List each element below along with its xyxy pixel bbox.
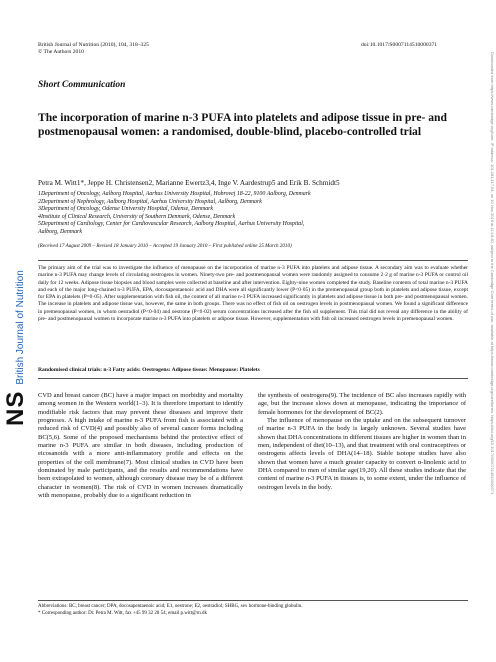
doi-link[interactable]: doi:10.1017/S0007114510000371 [361, 42, 438, 48]
publication-dates: (Received 17 August 2009 – Revised 18 January 2010 – Accepted 19 January 2010 – First published online 25 March 2010) [38, 243, 292, 249]
download-notice-strip [489, 52, 495, 642]
abbreviations-footnote: Abbreviations: BC, breast cancer; DPA, docosapentaenoic acid; E1, oestrone; E2, oestradiol; SHBG, sex hormone-binding globulin. [38, 604, 303, 609]
abstract: The primary aim of the trial was to investigate the influence of menopause on the incorporation of marine n-3 PUFA into platelets and adipose tissue. A secondary aim was to evaluate whether marine n-3 PUFA may change levels of circulating oestrogens in women. Ninety-two pre- and postmenopausal women were randomly assigned to consume 2·2 g of marine n-3 PUFA or control oil daily for 12 weeks. Adipose tissue biopsies and blood samples were collected at baseline and after intervention. Eighty-nine women completed the study. Baseline contents of total marine n-3 PUFA and each of the major long-chained n-3 PUFA, EPA, docosapentaenoic acid and DHA were all significantly lower (P<0·05) in the premenopausal group both in platelets and adipose tissue, except for EPA in platelets (P=0·05). After supplementation with fish oil, the content of all marine n-3 PUFA increased significantly in platelets and adipose tissue in both pre- and postmenopausal women. The increase in platelets and adipose tissue was, however, the same in both groups. There was no effect of fish oil on oestrogen levels in postmenopausal women. We found a significant difference in premenopausal women, in whom oestradiol (P<0·04) and oestrone (P<0·02) serum concentrations increased after the fish oil supplement. This trial did not reveal any difference in the ability of pre- and postmenopausal women to incorporate marine n-3 PUFA into platelets or adipose tissue. However, supplementation with fish oil increased oestrogen levels in premenopausal women. [38, 265, 468, 323]
affiliation-5: 5Department of Cardiology, Center for Cardiovascular Research, Aalborg Hospital, Aarhus University Hospital, [38, 221, 305, 228]
corresponding-author-footnote: * Corresponding author: Dr. Petra M. Witt, fax +45 99 32 28 54, email p.witt@rn.dk [38, 611, 208, 616]
body-paragraph: the synthesis of oestrogens(9). The incidence of BC also increases rapidly with age, but the increase slows down at menopause, indicating the importance of female hormones for the development of BC(2). [258, 392, 466, 416]
body-paragraph: CVD and breast cancer (BC) have a major impact on morbidity and mortality among women in the Western world(1–3). It is therefore important to identify modifiable risk factors that may prevent these diseases and improve their prognoses. A high intake of marine n-3 PUFA from fish is associated with a reduced risk of CVD(4) and possibly also of several cancer forms including BC(5,6). Some of the proposed mechanisms behind the protective effect of marine n-3 PUFA are similar in both diseases, including production of eicosanoids with a more anti-inflammatory profile and effects on the properties of the cell membrane(7). Most clinical studies in CVD have been dominated by male participants, and the results and recommendations have been extrapolated to women, although coronary disease may be of a different character in women(8). The risk of CVD in women increases dramatically with menopause, probably due to a significant reduction in [38, 392, 243, 500]
body-column-right [258, 392, 466, 492]
body-column-left [38, 392, 243, 500]
affiliation-4: 4Institute of Clinical Research, University of Southern Denmark, Odense, Denmark [38, 213, 236, 220]
author-list: Petra M. Witt1*, Jeppe H. Christensen2, Marianne Ewertz3,4, Inge V. Aardestrup5 and Erik B. Schmidt5 [38, 179, 340, 187]
divider-top [38, 260, 468, 261]
journal-citation: British Journal of Nutrition (2010), 104, 318–325 [38, 42, 149, 48]
download-notice-text: Downloaded from https://www.cambridge.org/core. IP address: 101.181.117.54, on 10 Nov 2019 at 11:16:40, subject to the Cambridge Core terms of use, available at https://www.cambridge.org/core/terms. https://doi.org/10.1017/S0007114510000371 [490, 52, 495, 495]
footnote-divider [38, 600, 468, 601]
affiliation-5-cont: Aalborg, Denmark [38, 228, 82, 235]
affiliation-2: 2Department of Nephrology, Aalborg Hospital, Aarhus University Hospital, Aalborg, Denmark [38, 198, 262, 205]
affiliation-3: 3Department of Oncology, Odense University Hospital, Odense, Denmark [38, 206, 214, 213]
affiliation-1: 1Department of Oncology, Aalborg Hospital, Aarhus University Hospital, Hobrovej 18-22, 9100 Aalborg, Denmark [38, 191, 311, 197]
keywords: Randomised clinical trials: n-3 Fatty acids: Oestrogens: Adipose tissue: Menopause: Platelets [38, 367, 260, 373]
copyright-line: © The Authors 2010 [38, 49, 84, 55]
divider-bottom [38, 378, 468, 379]
journal-name-vertical: British Journal of Nutrition [15, 270, 26, 385]
body-paragraph: The influence of menopause on the uptake and on the subsequent turnover of marine n-3 PUFA in the body is largely unknown. Several studies have shown that DHA concentrations in different tissues are higher in women than in men, independent of diet(10–13), and that treatment with oral contraceptives or oestrogens affects levels of DHA(14–18). Stable isotope studies have also shown that women have a much greater capacity to convert α-linolenic acid to DHA compared to men of similar age(19,20). All these studies indicate that the content of marine n-3 PUFA in tissues is, to some extent, under the influence of oestrogen levels in the body. [258, 417, 466, 491]
journal-logo [2, 226, 28, 426]
article-title: The incorporation of marine n-3 PUFA into platelets and adipose tissue in pre- and postmenopausal women: a randomised, double-blind, placebo-controlled trial [38, 111, 447, 138]
ns-logo-letters: NS [2, 390, 29, 426]
affiliations [38, 191, 468, 237]
section-label: Short Communication [38, 80, 126, 90]
